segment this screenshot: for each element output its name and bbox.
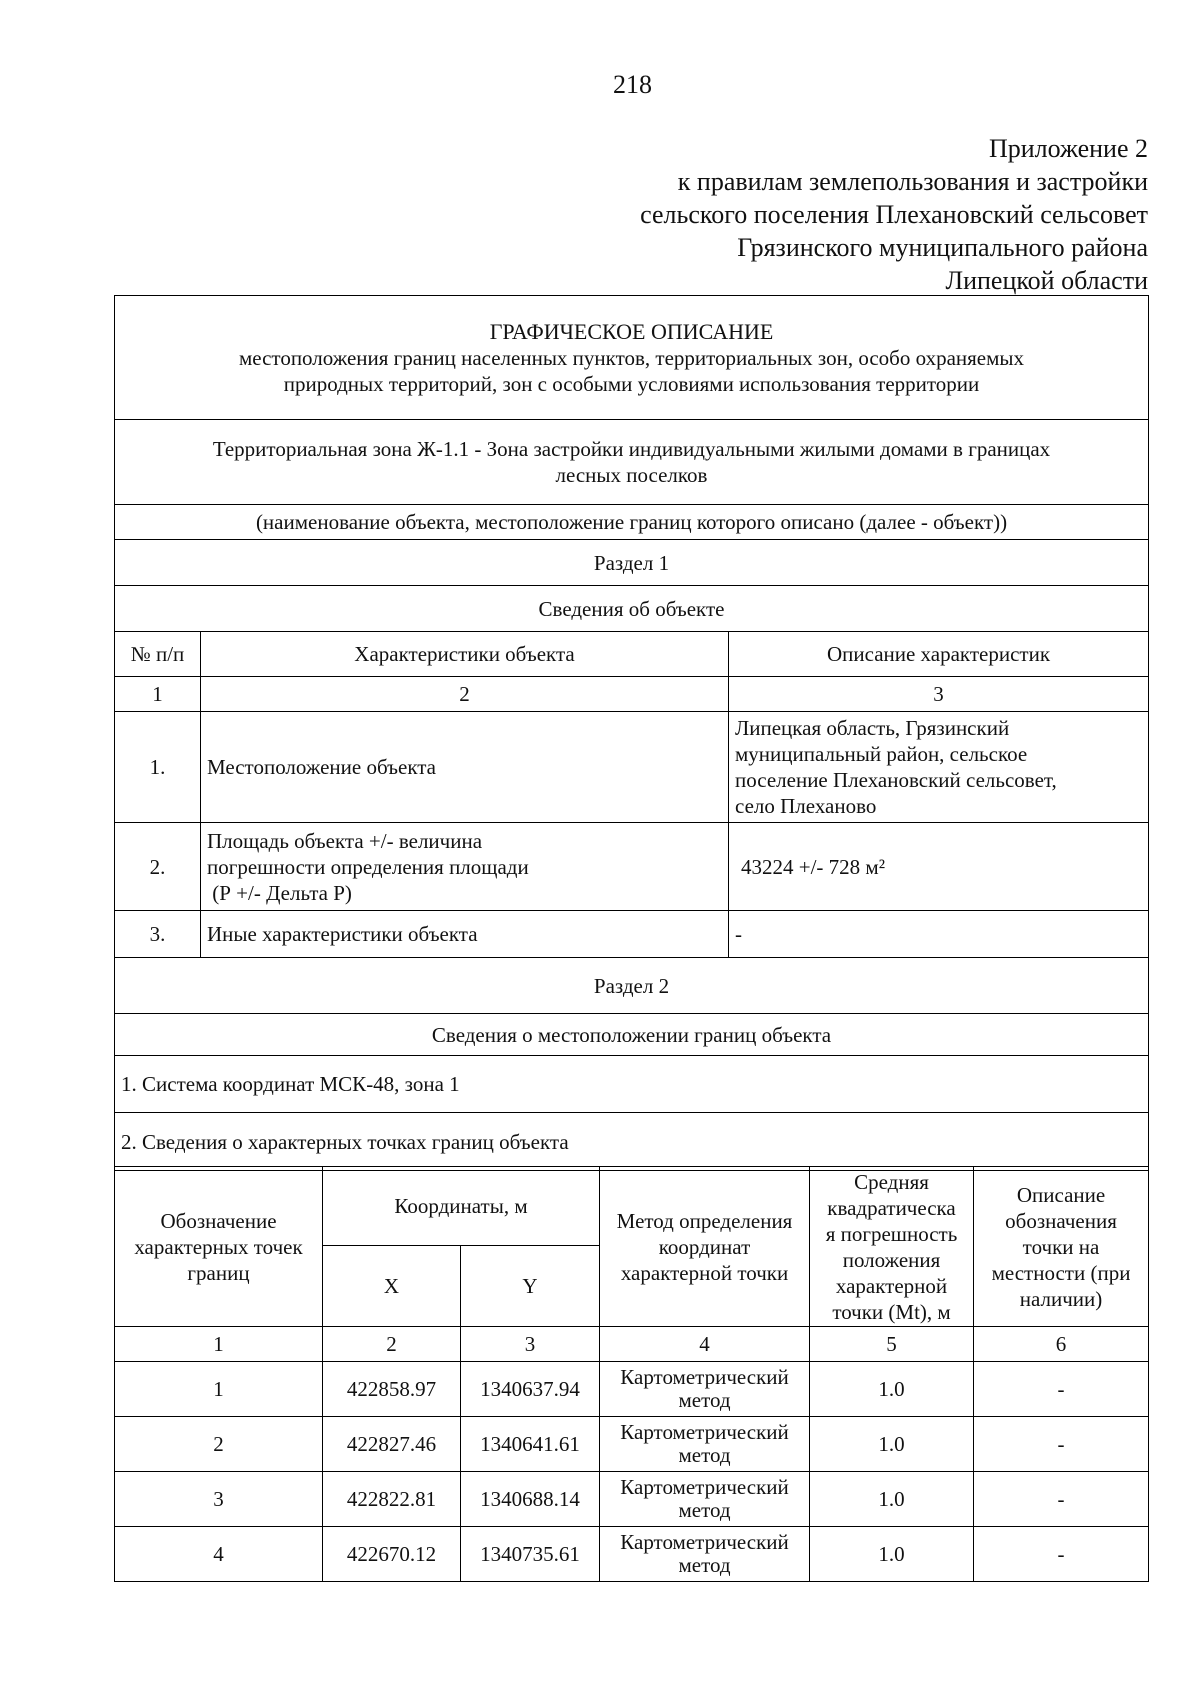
appendix-line: сельского поселения Плехановский сельсовет <box>640 200 1148 229</box>
object-name-line: лесных поселков <box>555 463 708 487</box>
column-number: 1 <box>115 1327 323 1362</box>
cell-line: погрешности определения площади <box>207 854 529 879</box>
point-description: - <box>974 1362 1149 1417</box>
point-x: 422670.12 <box>323 1527 461 1582</box>
cell-line: (Р +/- Дельта Р) <box>207 880 352 905</box>
point-x: 422858.97 <box>323 1362 461 1417</box>
column-number: 2 <box>323 1327 461 1362</box>
table-row <box>115 1417 1149 1472</box>
header-line: Средняя <box>854 1169 929 1194</box>
column-header <box>600 1167 810 1327</box>
column-number: 1 <box>115 677 201 712</box>
point-description: - <box>974 1472 1149 1527</box>
object-name <box>115 420 1149 505</box>
header-line: Обозначение <box>160 1208 277 1233</box>
header-line: характерной точки <box>620 1260 789 1285</box>
cell-line: муниципальный район, сельское <box>735 742 1028 766</box>
column-number: 4 <box>600 1327 810 1362</box>
point-id: 4 <box>115 1527 323 1582</box>
page-number: 218 <box>613 70 652 99</box>
column-number: 3 <box>729 677 1149 712</box>
cell-line: 43224 +/- 728 м² <box>741 854 886 879</box>
header-line: я погрешность <box>825 1221 958 1246</box>
row-number: 3. <box>115 911 201 958</box>
header-line: координат <box>658 1234 751 1259</box>
object-name-line: Территориальная зона Ж-1.1 - Зона застройки индивидуальными жилыми домами в границах <box>212 437 1051 461</box>
point-method <box>600 1472 810 1527</box>
description-cell <box>729 823 1149 911</box>
column-header <box>810 1167 974 1327</box>
description-cell <box>729 712 1149 823</box>
table-row <box>115 1527 1149 1582</box>
table-row <box>115 712 1149 823</box>
header-line: Описание <box>1016 1182 1106 1207</box>
column-header: Координаты, м <box>323 1167 600 1246</box>
cell-line: метод <box>678 1498 731 1522</box>
column-header: Описание характеристик <box>729 632 1149 677</box>
cell-line: Картометрический <box>620 1365 789 1389</box>
header-line: обозначения <box>1005 1208 1117 1233</box>
header-line: характерных точек <box>134 1234 303 1259</box>
table-row <box>115 1362 1149 1417</box>
appendix-block <box>640 132 1148 297</box>
cell-line: - <box>735 922 742 946</box>
column-number: 2 <box>201 677 729 712</box>
point-method <box>600 1527 810 1582</box>
column-header <box>115 1167 323 1327</box>
characteristic-cell <box>201 911 729 958</box>
point-method <box>600 1362 810 1417</box>
cell-line: метод <box>678 1443 731 1467</box>
document-title: ГРАФИЧЕСКОЕ ОПИСАНИЕ <box>489 318 774 344</box>
header-line: границ <box>187 1260 250 1285</box>
row-number: 1. <box>115 712 201 823</box>
cell-line: метод <box>678 1553 731 1577</box>
section1-subtitle: Сведения об объекте <box>115 586 1149 632</box>
description-table <box>114 295 1149 1171</box>
header-line: точки (Mt), м <box>832 1299 951 1324</box>
point-y: 1340637.94 <box>461 1362 600 1417</box>
point-error: 1.0 <box>810 1472 974 1527</box>
cell-line: Картометрический <box>620 1475 789 1499</box>
section2-title: Раздел 2 <box>115 958 1149 1014</box>
appendix-line: Грязинского муниципального района <box>737 233 1148 262</box>
appendix-line: Липецкой области <box>945 266 1148 295</box>
header-line: положения <box>842 1247 941 1272</box>
point-error: 1.0 <box>810 1527 974 1582</box>
cell-line: Иные характеристики объекта <box>207 922 478 946</box>
point-method <box>600 1417 810 1472</box>
point-y: 1340688.14 <box>461 1472 600 1527</box>
point-y: 1340641.61 <box>461 1417 600 1472</box>
table-row <box>115 911 1149 958</box>
column-number: 3 <box>461 1327 600 1362</box>
cell-line: Картометрический <box>620 1530 789 1554</box>
document-subtitle: местоположения границ населенных пунктов, территориальных зон, особо охраняемых <box>238 345 1025 370</box>
point-id: 3 <box>115 1472 323 1527</box>
row-number: 2. <box>115 823 201 911</box>
coordinate-system: 1. Система координат МСК-48, зона 1 <box>115 1056 1149 1113</box>
cell-line: Местоположение объекта <box>207 755 437 779</box>
appendix-line: Приложение 2 <box>988 134 1148 163</box>
appendix-line: к правилам землепользования и застройки <box>677 167 1148 196</box>
section2-subtitle: Сведения о местоположении границ объекта <box>115 1014 1149 1056</box>
column-header: X <box>323 1246 461 1327</box>
column-header: № п/п <box>115 632 201 677</box>
section1-title: Раздел 1 <box>115 540 1149 586</box>
document-header <box>115 296 1149 420</box>
column-header <box>974 1167 1149 1327</box>
characteristic-cell <box>201 712 729 823</box>
cell-line: метод <box>678 1388 731 1412</box>
cell-line: село Плеханово <box>735 794 877 818</box>
column-header: Y <box>461 1246 600 1327</box>
description-cell <box>729 911 1149 958</box>
point-description: - <box>974 1527 1149 1582</box>
point-error: 1.0 <box>810 1362 974 1417</box>
header-line: характерной <box>835 1273 948 1298</box>
object-caption: (наименование объекта, местоположение границ которого описано (далее - объект)) <box>115 505 1149 540</box>
points-title: 2. Сведения о характерных точках границ объекта <box>115 1113 1149 1171</box>
column-number: 6 <box>974 1327 1149 1362</box>
header-line: Метод определения <box>616 1208 793 1233</box>
column-header: Характеристики объекта <box>201 632 729 677</box>
cell-line: поселение Плехановский сельсовет, <box>735 768 1057 792</box>
cell-line: Картометрический <box>620 1420 789 1444</box>
header-line: наличии) <box>1019 1286 1103 1311</box>
table-row <box>115 823 1149 911</box>
table-row <box>115 1472 1149 1527</box>
header-line: местности (при <box>991 1260 1131 1285</box>
document-subtitle: природных территорий, зон с особыми условиями использования территории <box>283 371 980 396</box>
cell-line: Площадь объекта +/- величина <box>207 828 483 853</box>
point-id: 1 <box>115 1362 323 1417</box>
point-error: 1.0 <box>810 1417 974 1472</box>
points-table <box>114 1166 1149 1582</box>
header-line: точки на <box>1022 1234 1100 1259</box>
point-description: - <box>974 1417 1149 1472</box>
cell-line: Липецкая область, Грязинский <box>735 716 1010 740</box>
column-number: 5 <box>810 1327 974 1362</box>
characteristic-cell <box>201 823 729 911</box>
point-y: 1340735.61 <box>461 1527 600 1582</box>
point-id: 2 <box>115 1417 323 1472</box>
point-x: 422822.81 <box>323 1472 461 1527</box>
header-line: квадратическа <box>827 1195 956 1220</box>
point-x: 422827.46 <box>323 1417 461 1472</box>
